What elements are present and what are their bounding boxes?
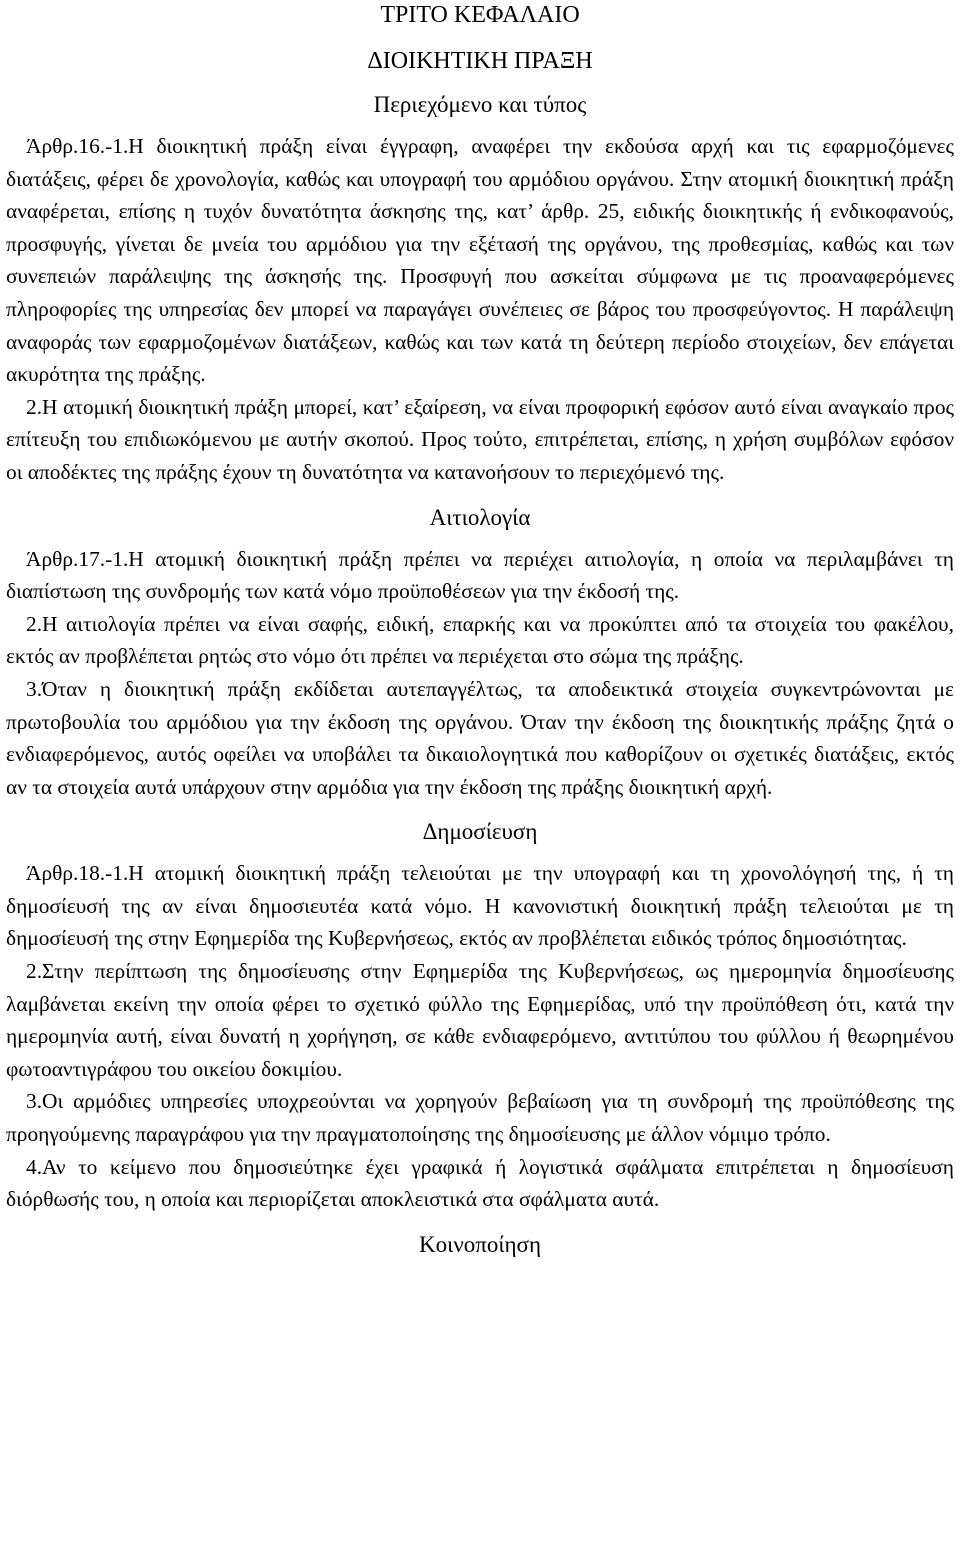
article-16-paragraph-2: 2.Η ατομική διοικητική πράξη μπορεί, κατ’ εξαίρεση, να είναι προφορική εφόσον αυτό είναι αναγκαίο προς επίτευξη του επιδιωκόμενου με αυτήν σκοπού. Προς τούτο, επιτρέπεται, επίσης, η χρήση συμβόλων εφόσον οι αποδέκτες της πράξης έχουν τη δυνατότητα να κατανοήσουν το περιεχόμενό της.: [6, 394, 954, 484]
section-heading-content-and-form: Περιεχόμενο και τύπος: [373, 92, 587, 117]
chapter-number: ΤΡΙΤΟ ΚΕΦΑΛΑΙΟ: [380, 2, 580, 28]
section-heading-reasoning: Αιτιολογία: [429, 504, 531, 530]
article-18-paragraph-1: Άρθρ.18.-1.Η ατομική διοικητική πράξη τελειούται με την υπογραφή και τη χρονολόγησή της, ή τη δημοσίευσή της αν είναι δημοσιευτέα κατά νόμο. Η κανονιστική διοικητική πράξη τελειούται με τη δημοσίευσή της στην Εφημερίδα της Κυβερνήσεως, εκτός αν προβλέπεται ειδικός τρόπος δημοσιότητας.: [6, 861, 954, 951]
article-16-paragraph-1: Άρθρ.16.-1.Η διοικητική πράξη είναι έγγραφη, αναφέρει την εκδούσα αρχή και τις εφαρμοζόμενες διατάξεις, φέρει δε χρονολογία, καθώς και υπογραφή του αρμόδιου οργάνου. Στην ατομική διοικητική πράξη αναφέρεται, επίσης η τυχόν δυνατότητα άσκησης της, κατ’ άρθρ. 25, ειδικής διοικητικής ή ενδικοφανούς, προσφυγής, γίνεται δε μνεία του αρμόδιου για την εξέτασή της οργάνου, της προθεσμίας, καθώς και των συνεπειών παράλειψης της άσκησής της. Προσφυγή που ασκείται σύμφωνα με τις προαναφερόμενες πληροφορίες της υπηρεσίας δεν μπορεί να παραγάγει συνέπειες σε βάρος του προσφεύγοντος. Η παράλειψη αναφοράς των εφαρμοζομένων διατάξεων, καθώς και των κατά τη δεύτερη περίοδο στοιχείων, δεν επάγεται ακυρότητα της πράξης.: [6, 134, 954, 387]
article-18-paragraph-2: 2.Στην περίπτωση της δημοσίευσης στην Εφημερίδα της Κυβερνήσεως, ως ημερομηνία δημοσίευσης λαμβάνεται εκείνη την οποία φέρει το σχετικό φύλλο της Εφημερίδας, υπό την προϋπόθεση ότι, κατά την ημερομηνία αυτή, είναι δυνατή η χορήγηση, σε κάθε ενδιαφερόμενο, αντιτύπου του φύλλου ή θεωρημένου φωτοαντιγράφου του οικείου δοκιμίου.: [6, 959, 954, 1081]
article-17-paragraph-3: 3.Όταν η διοικητική πράξη εκδίδεται αυτεπαγγέλτως, τα αποδεικτικά στοιχεία συγκεντρώνονται με πρωτοβουλία του αρμόδιου για την έκδοση της οργάνου. Όταν την έκδοση της διοικητικής πράξης ζητά ο ενδιαφερόμενος, αυτός οφείλει να υποβάλει τα δικαιολογητικά που καθορίζουν οι σχετικές διατάξεις, εκτός αν τα στοιχεία αυτά υπάρχουν στην αρμόδια για την έκδοση της πράξης διοικητική αρχή.: [6, 676, 954, 799]
article-17-paragraph-2: 2.Η αιτιολογία πρέπει να είναι σαφής, ειδική, επαρκής και να προκύπτει από τα στοιχεία του φακέλου, εκτός αν προβλέπεται ρητώς στο νόμο ότι πρέπει να περιέχεται στο σώμα της πράξης.: [6, 611, 954, 669]
article-18-paragraph-4: 4.Αν το κείμενο που δημοσιεύτηκε έχει γραφικά ή λογιστικά σφάλματα επιτρέπεται η δημοσίευση διόρθωσής του, η οποία και περιορίζεται αποκλειστικά στα σφάλματα αυτά.: [6, 1154, 954, 1212]
article-17-paragraph-1: Άρθρ.17.-1.Η ατομική διοικητική πράξη πρέπει να περιέχει αιτιολογία, η οποία να περιλαμβάνει τη διαπίστωση της συνδρομής των κατά νόμο προϋποθέσεων για την έκδοσή της.: [6, 546, 954, 604]
section-heading-publication: Δημοσίευση: [422, 819, 538, 845]
chapter-title: ΔΙΟΙΚΗΤΙΚΗ ΠΡΑΞΗ: [367, 48, 593, 74]
article-18-paragraph-3: 3.Οι αρμόδιες υπηρεσίες υποχρεούνται να χορηγούν βεβαίωση για τη συνδρομή της προϋπόθεσης της προηγούμενης παραγράφου για την πραγματοποίησης της δημοσίευσης με άλλον νόμιμο τρόπο.: [6, 1089, 954, 1147]
section-heading-notification: Κοινοποίηση: [419, 1231, 541, 1257]
